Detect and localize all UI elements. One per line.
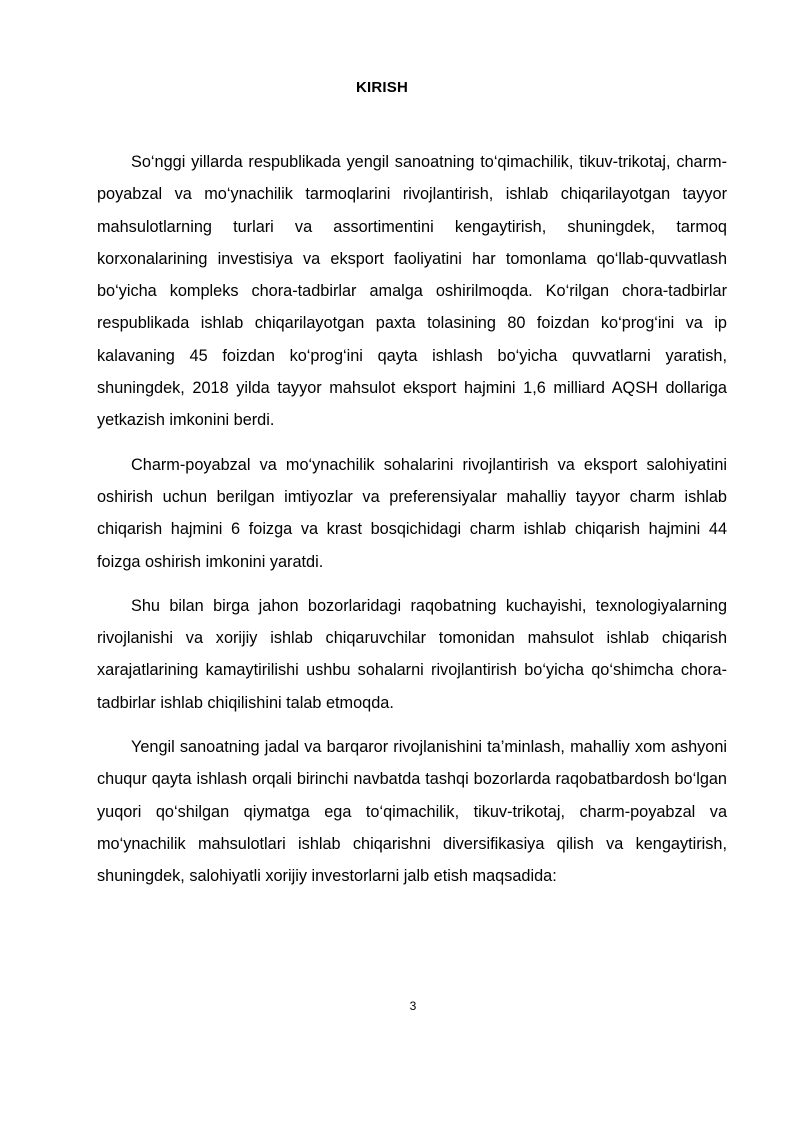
page-number: 3 [409,999,417,1013]
paragraph-4: Yengil sanoatning jadal va barqaror rivojlanishini ta’minlash, mahalliy xom ashyoni chuqur qayta ishlash orqali birinchi navbatda tashqi bozorlarda raqobatbardosh bo‘lgan yuqori qo‘shilgan qiymatga ega to‘qimachilik, tikuv-trikotaj, charm-poyabzal va mo‘ynachilik mahsulotlari ishlab chiqarishni diversifikasiya qilish va kengaytirish, shuningdek, salohiyatli xorijiy investorlarni jalb etish maqsadida: [97,738,727,886]
paragraph-3: Shu bilan birga jahon bozorlaridagi raqobatning kuchayishi, texnologiyalarning rivojlanishi va xorijiy ishlab chiqaruvchilar tomonidan mahsulot ishlab chiqarish xarajatlarining kamaytirilishi ushbu sohalarni rivojlantirish bo‘yicha qo‘shimcha chora-tadbirlar ishlab chiqilishini talab etmoqda. [97,596,727,712]
body-text [97,146,727,905]
paragraph-2: Charm-poyabzal va mo‘ynachilik sohalarini rivojlantirish va eksport salohiyatini oshirish uchun berilgan imtiyozlar va preferensiyalar mahalliy tayyor charm ishlab chiqarish hajmini 6 foizga va krast bosqichidagi charm ishlab chiqarish hajmini 44 foizga oshirish imkonini yaratdi. [97,455,727,571]
paragraph-1: So‘nggi yillarda respublikada yengil sanoatning to‘qimachilik, tikuv-trikotaj, charm-poyabzal va mo‘ynachilik tarmoqlarini rivojlantirish, ishlab chiqarilayotgan tayyor mahsulotlarning turlari va assortimentini kengaytirish, shuningdek, tarmoq korxonalarining investisiya va eksport faoliyatini har tomonlama qo‘llab-quvvatlash bo‘yicha kompleks chora-tadbirlar amalga oshirilmoqda. Ko‘rilgan chora-tadbirlar respublikada ishlab chiqarilayotgan paxta tolasining 80 foizdan ko‘prog‘ini va ip kalavaning 45 foizdan ko‘prog‘ini qayta ishlash bo‘yicha quvvatlarni yaratish, shuningdek, 2018 yilda tayyor mahsulot eksport hajmini 1,6 milliard AQSH dollariga yetkazish imkonini berdi. [97,153,727,430]
page-title: KIRISH [355,79,409,96]
